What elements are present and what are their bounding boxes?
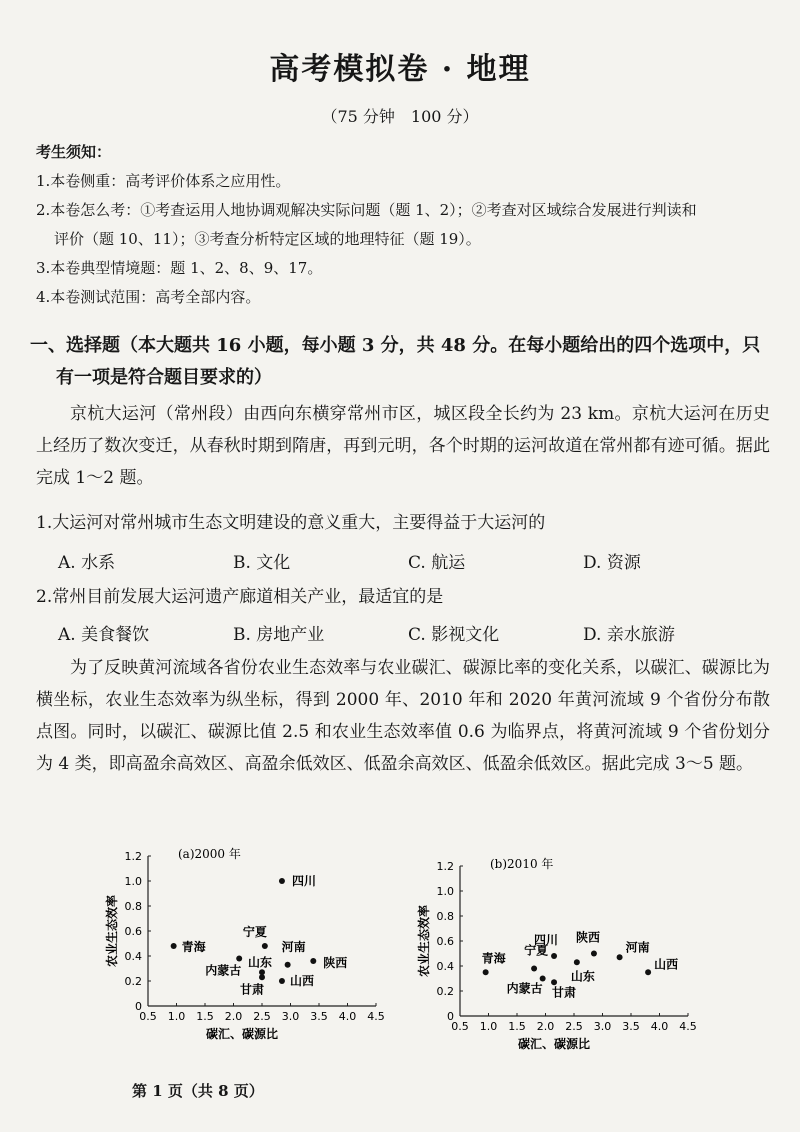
- y-tick-label: 1.0: [124, 875, 142, 888]
- y-tick-label: 0.4: [124, 950, 142, 963]
- data-point-1: [531, 966, 537, 972]
- option-d[interactable]: D. 亲水旅游: [583, 625, 675, 645]
- section-heading: [30, 330, 774, 394]
- section-heading-line: 有一项是符合题目要求的）: [56, 367, 272, 388]
- data-point-0: [171, 943, 177, 949]
- notes-item: 1.本卷侧重：高考评价体系之应用性。: [36, 172, 291, 190]
- scatter-chart-2000-svg: [100, 838, 390, 1048]
- x-tick-label: 1.0: [167, 1010, 186, 1023]
- data-point-label: 四川: [534, 933, 559, 947]
- x-tick-label: 4.0: [650, 1020, 669, 1033]
- y-tick-label: 0: [447, 1010, 454, 1023]
- option-c[interactable]: C. 航运: [408, 553, 466, 573]
- exam-duration-score: （75 分钟 100 分）: [321, 107, 479, 126]
- x-tick-label: 4.5: [679, 1020, 697, 1033]
- option-b[interactable]: B. 房地产业: [233, 625, 325, 645]
- x-tick-label: 3.0: [281, 1010, 300, 1023]
- data-point-1: [645, 969, 651, 975]
- x-tick-label: 1.5: [196, 1010, 214, 1023]
- candidate-notes: [36, 138, 776, 312]
- data-point-label: 青海: [481, 951, 506, 966]
- data-point-1: [591, 951, 597, 957]
- data-point-label: 陕西: [575, 930, 600, 945]
- data-point-label: 河南: [281, 939, 306, 954]
- data-point-0: [279, 878, 285, 884]
- data-point-0: [236, 956, 242, 962]
- data-point-label: 青海: [181, 940, 206, 954]
- data-point-0: [262, 943, 268, 949]
- y-tick-label: 0.6: [436, 935, 454, 948]
- x-tick-label: 0.5: [451, 1020, 469, 1033]
- scatter-chart-2010: [412, 848, 702, 1062]
- data-point-label: 四川: [291, 874, 316, 888]
- data-point-label: 甘肃: [552, 985, 577, 1000]
- passage-grand-canal: 京杭大运河（常州段）由西向东横穿常州市区，城区段全长约为 23 km。京杭大运河在历史上经历了数次变迁，从春秋时期到隋唐，再到元明，各个时期的运河故道在常州都有迹可循。据此完成 1～2 题。: [36, 404, 770, 488]
- data-point-0: [310, 958, 316, 964]
- x-tick-label: 4.5: [367, 1010, 385, 1023]
- data-point-label: 山东: [248, 955, 273, 970]
- x-tick-label: 1.5: [508, 1020, 526, 1033]
- data-point-0: [259, 974, 265, 980]
- data-point-0: [279, 978, 285, 984]
- question-2-stem: 2.常州目前发展大运河遗产廊道相关产业，最适宜的是: [36, 587, 444, 607]
- option-a[interactable]: A. 美食餐饮: [58, 625, 150, 645]
- data-point-label: 内蒙古: [506, 981, 543, 996]
- section-heading-line: 一、选择题（本大题共 16 小题，每小题 3 分，共 48 分。在每小题给出的四个选项中，只: [30, 335, 761, 356]
- x-tick-label: 2.0: [224, 1010, 243, 1023]
- data-point-label: 山西: [654, 957, 679, 972]
- question-1-options: [58, 548, 758, 573]
- x-tick-label: 3.0: [593, 1020, 612, 1033]
- scatter-chart-2010-svg: [412, 848, 702, 1058]
- x-tick-label: 2.5: [253, 1010, 271, 1023]
- option-d[interactable]: D. 资源: [583, 553, 641, 573]
- option-b[interactable]: B. 文化: [233, 553, 291, 573]
- y-axis-label: 农业生态效率: [417, 904, 431, 978]
- notes-item: 2.本卷怎么考：①考查运用人地协调观解决实际问题（题 1、2）；②考查对区域综合发展进行判读和: [36, 201, 697, 219]
- data-point-label: 河南: [625, 940, 650, 955]
- y-tick-label: 0: [135, 1000, 142, 1013]
- y-tick-label: 0.6: [124, 925, 142, 938]
- y-axis-label: 农业生态效率: [105, 894, 119, 968]
- data-point-label: 陕西: [323, 956, 348, 970]
- notes-heading: 考生须知：: [36, 143, 112, 161]
- y-tick-label: 1.0: [436, 885, 454, 898]
- data-point-1: [483, 969, 489, 975]
- data-point-label: 山西: [289, 974, 314, 988]
- scatter-chart-2000: [100, 838, 390, 1052]
- y-tick-label: 0.8: [436, 910, 454, 923]
- page-title: 高考模拟卷 · 地理: [269, 52, 531, 87]
- data-point-0: [285, 962, 291, 968]
- question-1-stem: 1.大运河对常州城市生态文明建设的意义重大，主要得益于大运河的: [36, 513, 546, 533]
- x-tick-label: 2.5: [565, 1020, 583, 1033]
- data-point-label: 宁夏: [524, 943, 549, 958]
- chart-title: (b)2010 年: [490, 857, 554, 871]
- y-tick-label: 0.2: [124, 975, 142, 988]
- data-point-label: 内蒙古: [205, 963, 242, 978]
- option-a[interactable]: A. 水系: [58, 553, 116, 573]
- data-point-label: 宁夏: [242, 925, 267, 939]
- data-point-1: [617, 954, 623, 960]
- data-point-1: [551, 953, 557, 959]
- x-tick-label: 0.5: [139, 1010, 157, 1023]
- data-point-1: [574, 959, 580, 965]
- x-tick-label: 3.5: [310, 1010, 328, 1023]
- x-tick-label: 3.5: [622, 1020, 640, 1033]
- notes-item: 4.本卷测试范围：高考全部内容。: [36, 288, 261, 306]
- data-point-label: 甘肃: [240, 982, 265, 997]
- x-tick-label: 4.0: [338, 1010, 357, 1023]
- y-tick-label: 0.4: [436, 960, 454, 973]
- question-2-options: [58, 620, 758, 645]
- y-tick-label: 0.8: [124, 900, 142, 913]
- chart-title: (a)2000 年: [178, 847, 241, 861]
- data-point-label: 山东: [570, 969, 595, 984]
- x-tick-label: 2.0: [536, 1020, 555, 1033]
- notes-item: 3.本卷典型情境题：题 1、2、8、9、17。: [36, 259, 323, 277]
- y-tick-label: 1.2: [436, 860, 454, 873]
- x-tick-label: 1.0: [479, 1020, 498, 1033]
- y-tick-label: 0.2: [436, 985, 454, 998]
- x-axis-label: 碳汇、碳源比: [517, 1037, 591, 1051]
- page-footer: 第 1 页（共 8 页）: [132, 1082, 264, 1100]
- y-tick-label: 1.2: [124, 850, 142, 863]
- notes-item-continuation: 评价（题 10、11）；③考查分析特定区域的地理特征（题 19）。: [54, 230, 481, 248]
- x-axis-label: 碳汇、碳源比: [205, 1027, 279, 1041]
- option-c[interactable]: C. 影视文化: [408, 625, 500, 645]
- passage-yellow-river: 为了反映黄河流域各省份农业生态效率与农业碳汇、碳源比率的变化关系，以碳汇、碳源比为横坐标，农业生态效率为纵坐标，得到 2000 年、2010 年和 2020 年黄河流域 9 个省份分布散点图。同时，以碳汇、碳源比值 2.5 和农业生态效率值 0.6 为临界点，将黄河流域 9 个省份划分为 4 类，即高盈余高效区、高盈余低效区、低盈余高效区、低盈余低效区。据此完成 3～5 题。: [36, 658, 770, 774]
